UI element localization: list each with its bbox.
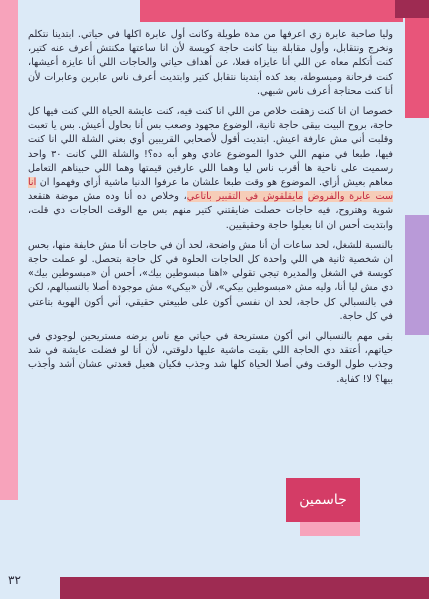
decor-left-pink-strip (0, 0, 18, 500)
author-name: جاسمين (286, 478, 360, 522)
article-body (28, 28, 393, 393)
highlighted-phrase-1: انا ست عابرة والفروض (28, 177, 394, 203)
paragraph-1: وليا صاحبة عابرة زي اعرفها من مدة طويلة وكانت أول عابرة اكلها في حياتي. ابتدينا نتكلم ونخرج ونتقابل، وأول مقابلة بينا كانت حاجة كويسة لأن انا ساعتها مكنتش أعرف عنه كتير، كنت أتكلم معاه عن اللي أنا عايزاه فعلا، عن أهداف حياتي والحاجات اللي أنا عايزة أعيشها، كنت فرحانة ومبسوطة، بعد كده أبتدينا نتقابل كتير وابتديت أعرف ناس عابرين وعابرات لأن أنا كنت محتاجة أعرف ناس شبهي. (28, 29, 393, 97)
author-signature-box (286, 478, 366, 528)
highlighted-phrase-2: مايقلقوش في التقبير باتاعي (186, 191, 304, 203)
decor-bottom-maroon-bar (60, 577, 429, 599)
decor-right-purple-block (405, 215, 429, 335)
paragraph-4: بقى مهم بالنسبالي اني أكون مستريحة في حياتي مع ناس برضه مستريحين لوجودي في حياتهم، أعتقد دي الحاجة اللي بقيت ماشية عليها دلوقتي، لأن أنا لو فضلت عايشة في شد وجذب طول الوقت وفي أصلا الحياة كلها شد وجذب فكيان هعيل قعدتي عشان أشد وأجذب بيها؟ لا! كفاية. (28, 331, 393, 385)
decor-right-pink-block (405, 18, 429, 118)
paragraph-2-continuation: ، وخلاص ده أنا وده مش موضة هتقعد شوية وهتروح، فيه حاجات حصلت ضايقتني كتير منهم بس مع الوقت الحاجات دي قلت، وابتديت أحس ان انا بعيلوا حاجة وحقيقيين. (28, 191, 393, 231)
paragraph-3: بالنسبة للشغل، لحد ساعات أن أنا مش واضحة، لحد أن في حاجات أنا مش خايفة منها، بحس ان شخصية ثانية هي اللي واحدة كل الحاجات الحلوة في كل حاجة بتحصل. لو عملت حاجة كويسة في الشغل والمديرة تيجي تقولي «اهنا مبسوطين بيك»، أحس أن «مبسوطين بيك» دي مش ليا أنا، وليه مش «مبسوطين بيكي»، لأن «بيكي» مش موجودة أصلا بالنسبالهم، لكن في بالنسبالي كل حاجة، لحد ان نفسي أكون على طبيعتي حقيقي، أني أكون الهوية بتاعتي في كل حاجة. (28, 239, 393, 322)
decor-top-maroon-block (395, 0, 429, 18)
paragraph-2 (28, 105, 393, 233)
paragraph-2-text: خصوصا ان انا كنت زهقت خلاص من اللي انا كنت فيه، كنت عايشة الحياة اللي كنت فيها كل حاجة، بروح البيت بيقى حاجة تانية، الوضوع مجهود وصعب بس أنا بحاول أعيش. بس يا تعبت وقلبت أني مش عارفة اعيش. ابتديت أقول لأصحابي القريبين أوي بعني الشلة اللي انا كنت فيها، طبعا في منهم اللي خدوا الموضوع عادي وهو أبه ده؟! والشلة اللي كانت ٣٠ واحد رسميت على ناحية ها أقرب ناس ليا وهما اللي عارفين قيمتها وهما اللي حبيناهم التعامل معاهم بعيش أزاي. الموضوع هو وقت طبعا علشان ما عرفوا الدنيا ماشية أزاي وفهموا ان (28, 106, 393, 189)
decor-top-pink-block (140, 0, 403, 22)
page-number: ٣٢ (8, 573, 21, 587)
